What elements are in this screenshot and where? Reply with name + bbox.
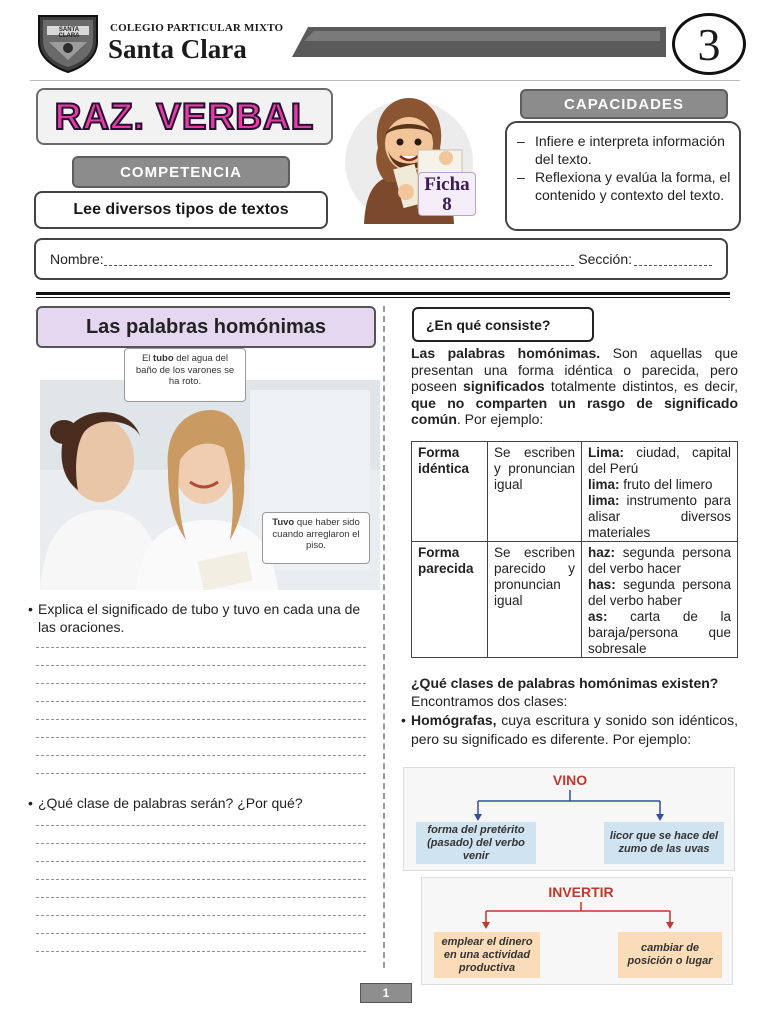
answer-line[interactable] bbox=[36, 861, 366, 862]
divider-thin bbox=[36, 297, 730, 298]
answer-line[interactable] bbox=[36, 737, 366, 738]
answer-line[interactable] bbox=[36, 933, 366, 934]
table-row bbox=[412, 442, 738, 542]
table-row bbox=[412, 542, 738, 658]
section-title: Las palabras homónimas bbox=[36, 306, 376, 348]
sheet-number: 3 bbox=[672, 13, 746, 75]
answer-line[interactable] bbox=[36, 647, 366, 648]
ficha-label: Ficha bbox=[424, 174, 470, 195]
ficha-badge bbox=[418, 172, 476, 216]
table-cell-form: Forma parecida bbox=[412, 542, 488, 658]
diagram-invertir bbox=[421, 877, 733, 985]
diagram-meaning-left: emplear el dinero en una actividad productiva bbox=[434, 932, 540, 978]
student-info-box bbox=[34, 238, 728, 280]
homografas-item: • Homógrafas, cuya escritura y sonido son idénticos, pero su significado es diferente. Por ejemplo: bbox=[401, 712, 738, 747]
diagram-meaning-right: cambiar de posición o lugar bbox=[618, 932, 722, 978]
question-1: • Explica el significado de tubo y tuvo en cada una de las oraciones. bbox=[28, 601, 361, 635]
answer-line[interactable] bbox=[36, 755, 366, 756]
answer-line[interactable] bbox=[36, 915, 366, 916]
section-label: Sección: bbox=[578, 251, 632, 267]
answer-line[interactable] bbox=[36, 879, 366, 880]
ficha-number: 8 bbox=[442, 194, 452, 215]
answer-line[interactable] bbox=[36, 825, 366, 826]
capacidad-item: – Reflexiona y evalúa la forma, el contenido y contexto del texto. bbox=[517, 169, 731, 203]
diagram-word: VINO bbox=[552, 772, 588, 788]
school-name: Santa Clara bbox=[108, 34, 247, 64]
name-label: Nombre: bbox=[50, 251, 104, 267]
school-subtitle: COLEGIO PARTICULAR MIXTO bbox=[110, 22, 284, 34]
diagram-meaning-right: licor que se hace del zumo de las uvas bbox=[604, 822, 724, 864]
speech-bubble-tubo: El tubo del agua del baño de los varones se ha roto. bbox=[124, 348, 246, 402]
table-cell-desc: Se escriben parecido y pronuncian igual bbox=[488, 542, 582, 658]
competencia-text: Lee diversos tipos de textos bbox=[34, 191, 328, 229]
divider-thick bbox=[36, 292, 730, 295]
answer-line[interactable] bbox=[36, 951, 366, 952]
course-title-box bbox=[36, 88, 333, 145]
table-cell-desc: Se escriben y pronuncian igual bbox=[488, 442, 582, 542]
page-number: 1 bbox=[360, 983, 412, 1003]
logo-text: SANTA CLARA bbox=[58, 27, 80, 39]
diagram-word: INVERTIR bbox=[548, 884, 614, 900]
table-cell-examples: Lima: ciudad, capital del Perú lima: fruto del limero lima: instrumento para alisar diversos materiales bbox=[582, 442, 738, 542]
table-cell-form: Forma idéntica bbox=[412, 442, 488, 542]
answer-line[interactable] bbox=[36, 719, 366, 720]
capacidades-box bbox=[505, 121, 741, 231]
section-field[interactable] bbox=[634, 252, 712, 266]
answer-line[interactable] bbox=[36, 683, 366, 684]
answer-line[interactable] bbox=[36, 897, 366, 898]
header-decoration bbox=[290, 25, 668, 59]
answer-line[interactable] bbox=[36, 773, 366, 774]
answer-line[interactable] bbox=[36, 701, 366, 702]
school-logo bbox=[35, 12, 101, 74]
diagram-meaning-left: forma del pretérito (pasado) del verbo venir bbox=[416, 822, 536, 864]
diagram-vino bbox=[403, 767, 735, 871]
header-divider bbox=[30, 80, 740, 81]
capacidades-label: CAPACIDADES bbox=[520, 89, 728, 119]
question-2: • ¿Qué clase de palabras serán? ¿Por qué? bbox=[28, 795, 303, 811]
speech-bubble-tuvo: Tuvo que haber sido cuando arreglaron el piso. bbox=[262, 512, 370, 564]
homonyms-table bbox=[411, 441, 738, 658]
competencia-label: COMPETENCIA bbox=[72, 156, 290, 188]
definition-paragraph: Las palabras homónimas. Son aquellas que presentan una forma idéntica o parecida, pero poseen significados totalmente distintos, es decir, que no comparten un rasgo de significado común. Por ejemplo: bbox=[411, 345, 739, 427]
answer-line[interactable] bbox=[36, 843, 366, 844]
course-title: RAZ. VERBAL bbox=[54, 95, 315, 137]
consiste-heading: ¿En qué consiste? bbox=[412, 307, 594, 342]
classes-intro: Encontramos dos clases: bbox=[411, 693, 568, 709]
capacidad-item: – Infiere e interpreta información del texto. bbox=[517, 133, 725, 167]
answer-line[interactable] bbox=[36, 665, 366, 666]
column-divider bbox=[383, 306, 385, 968]
name-field[interactable] bbox=[104, 252, 575, 266]
table-cell-examples: haz: segunda persona del verbo hacer has: segunda persona del verbo haber as: carta de la baraja/persona que sobresale bbox=[582, 542, 738, 658]
classes-question: ¿Qué clases de palabras homónimas existen? bbox=[411, 675, 719, 691]
